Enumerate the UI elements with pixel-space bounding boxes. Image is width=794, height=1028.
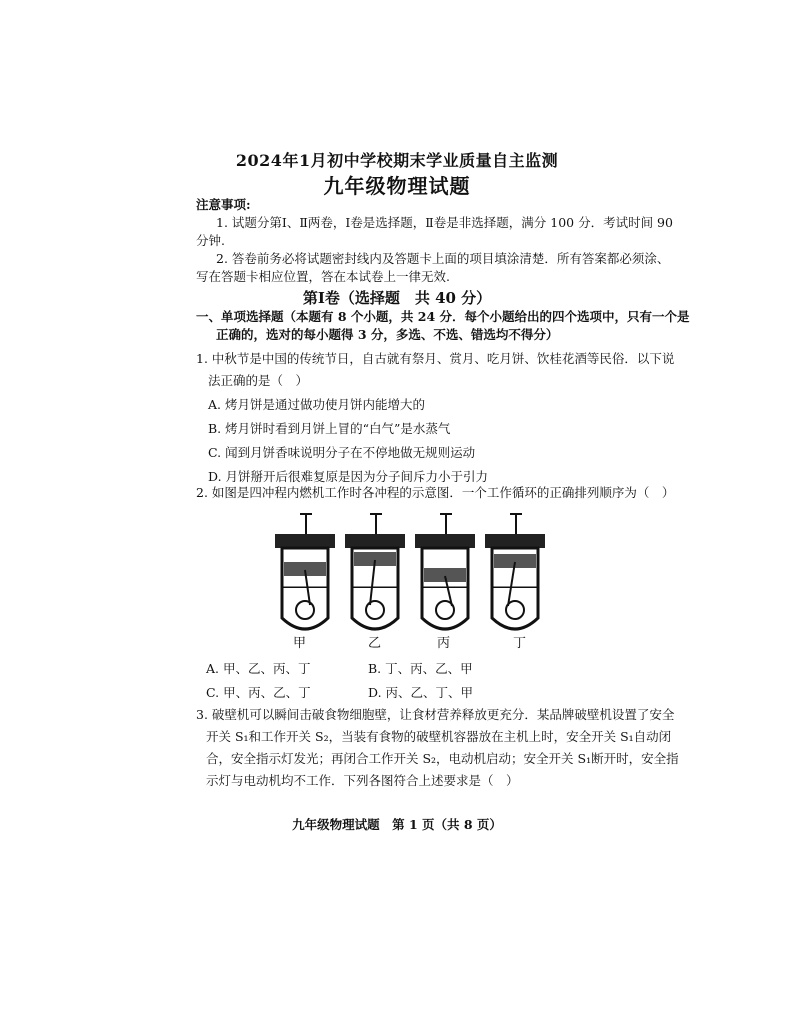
exam-title: 2024年1月初中学校期末学业质量自主监测 bbox=[235, 151, 559, 170]
question-1-stem: 1. 中秋节是中国的传统节日，自古就有祭月、赏月、吃月饼、饮桂花酒等民俗．以下说 bbox=[196, 351, 675, 366]
notice-item-2: 2. 答卷前务必将试题密封线内及答题卡上面的项目填涂清楚．所有答案都必须涂、 bbox=[216, 251, 670, 266]
engine-diagram-yi bbox=[345, 514, 405, 629]
question-2-stem: 2. 如图是四冲程内燃机工作时各冲程的示意图．一个工作循环的正确排列顺序为（ ） bbox=[196, 485, 675, 500]
exam-subject-title: 九年级物理试题 bbox=[323, 174, 471, 198]
question-3-stem-cont-3: 示灯与电动机均不工作．下列各图符合上述要求是（ ） bbox=[206, 773, 519, 788]
question-1-option-d: D. 月饼掰开后很难复原是因为分子间斥力小于引力 bbox=[208, 469, 489, 484]
question-2-option-a: A. 甲、乙、丙、丁 bbox=[206, 661, 311, 676]
question-1-option-c: C. 闻到月饼香味说明分子在不停地做无规则运动 bbox=[208, 445, 476, 460]
section-title: 第Ⅰ卷（选择题 共 40 分） bbox=[302, 289, 492, 307]
section-intro: 一、单项选择题（本题有 8 个小题，共 24 分．每个小题给出的四个选项中，只有一个是 bbox=[196, 309, 690, 324]
question-2-option-d: D. 丙、乙、丁、甲 bbox=[368, 685, 474, 700]
page-footer: 九年级物理试题 第 1 页（共 8 页） bbox=[292, 817, 502, 832]
engine-diagram-bing bbox=[415, 514, 475, 629]
figure-label-bing: 丙 bbox=[437, 636, 451, 651]
notice-item-1: 1. 试题分第Ⅰ、Ⅱ两卷，Ⅰ卷是选择题，Ⅱ卷是非选择题，满分 100 分．考试时间 90 bbox=[216, 215, 673, 230]
question-3-stem-cont-2: 合，安全指示灯发光；再闭合工作开关 S₂，电动机启动；安全开关 S₁断开时，安全指 bbox=[206, 751, 679, 766]
question-1-option-a: A. 烤月饼是通过做功使月饼内能增大的 bbox=[208, 397, 425, 412]
question-3-stem-cont-1: 开关 S₁和工作开关 S₂，当装有食物的破壁机容器放在主机上时，安全开关 S₁自动闭 bbox=[206, 729, 672, 744]
question-1-stem-cont: 法正确的是（ ） bbox=[208, 373, 309, 388]
figure-label-ding: 丁 bbox=[513, 636, 527, 651]
question-1-option-b: B. 烤月饼时看到月饼上冒的“白气”是水蒸气 bbox=[208, 421, 451, 436]
figure-label-jia: 甲 bbox=[293, 636, 307, 651]
notice-item-1-cont: 分钟. bbox=[196, 233, 225, 248]
question-3-stem: 3. 破壁机可以瞬间击破食物细胞壁，让食材营养释放更充分．某品牌破壁机设置了安全 bbox=[196, 707, 675, 722]
figure-label-yi: 乙 bbox=[368, 636, 382, 651]
engine-diagram-ding bbox=[485, 514, 545, 629]
notice-item-2-cont: 写在答题卡相应位置，答在本试卷上一律无效. bbox=[196, 269, 450, 284]
section-intro-cont: 正确的，选对的每小题得 3 分，多选、不选、错选均不得分） bbox=[216, 327, 559, 342]
question-2-option-b: B. 丁、丙、乙、甲 bbox=[368, 661, 473, 676]
notice-heading: 注意事项: bbox=[196, 197, 251, 212]
engine-diagram-jia bbox=[275, 514, 335, 629]
question-2-option-c: C. 甲、丙、乙、丁 bbox=[206, 685, 311, 700]
